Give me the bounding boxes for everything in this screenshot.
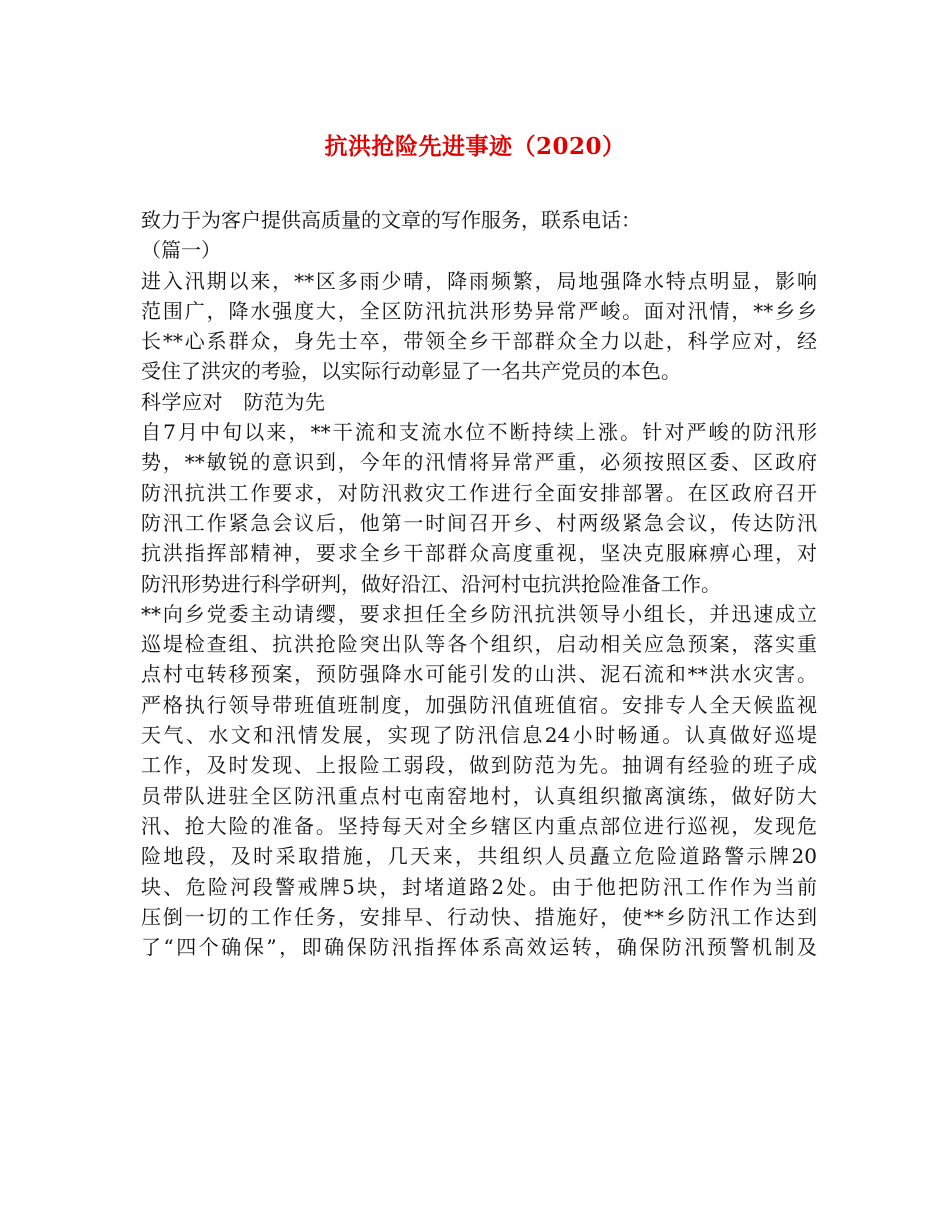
text-line: 了“四个确保”，即确保防汛指挥体系高效运转，确保防汛预警机制及: [141, 935, 817, 960]
text-line: 员带队进驻全区防汛重点村屯南窑地村，认真组织撤离演练，做好防大: [141, 783, 817, 808]
section-heading: 科学应对 防范为先: [141, 389, 326, 414]
text-line: （篇一）: [141, 238, 221, 263]
text-line: 受住了洪灾的考验，以实际行动彰显了一名共产党员的本色。: [141, 359, 681, 384]
text-line: 范围广，降水强度大，全区防汛抗洪形势异常严峻。面对汛情，**乡乡: [141, 298, 817, 323]
text-line: 天气、水文和汛情发展，实现了防汛信息24小时畅通。认真做好巡堤: [141, 723, 817, 748]
text-line: **向乡党委主动请缨，要求担任全乡防汛抗洪领导小组长，并迅速成立: [141, 601, 817, 626]
text-line: 进入汛期以来，**区多雨少晴，降雨频繁，局地强降水特点明显，影响: [141, 268, 817, 293]
text-line: 防汛工作紧急会议后，他第一时间召开乡、村两级紧急会议，传达防汛: [141, 510, 817, 535]
text-line: 自7月中旬以来，**干流和支流水位不断持续上涨。针对严峻的防汛形: [141, 420, 817, 445]
text-line: 工作，及时发现、上报险工弱段，做到防范为先。抽调有经验的班子成: [141, 753, 817, 778]
text-line: 块、危险河段警戒牌5块，封堵道路2处。由于他把防汛工作作为当前: [141, 874, 817, 899]
text-line: 长**心系群众，身先士卒，带领全乡干部群众全力以赴，科学应对，经: [141, 329, 817, 354]
text-line: 致力于为客户提供高质量的文章的写作服务，联系电话：: [141, 208, 641, 232]
document-title: 抗洪抢险先进事迹（2020）: [324, 133, 626, 160]
text-line: 巡堤检查组、抗洪抢险突出队等各个组织，启动相关应急预案，落实重: [141, 632, 817, 657]
text-line: 抗洪指挥部精神，要求全乡干部群众高度重视，坚决克服麻痹心理，对: [141, 541, 817, 566]
text-line: 险地段，及时采取措施，几天来，共组织人员矗立危险道路警示牌20: [141, 844, 817, 869]
text-line: 压倒一切的工作任务，安排早、行动快、措施好，使**乡防汛工作达到: [141, 904, 817, 929]
text-line: 防汛形势进行科学研判，做好沿江、沿河村屯抗洪抢险准备工作。: [141, 571, 721, 596]
document-body: [141, 205, 817, 962]
text-line: 点村屯转移预案，预防强降水可能引发的山洪、泥石流和**洪水灾害。: [141, 662, 817, 687]
text-line: 势，**敏锐的意识到，今年的汛情将异常严重，必须按照区委、区政府: [141, 450, 817, 475]
text-line: 汛、抢大险的准备。坚持每天对全乡辖区内重点部位进行巡视，发现危: [141, 813, 817, 838]
text-line: 严格执行领导带班值班制度，加强防汛值班值宿。安排专人全天候监视: [141, 692, 817, 717]
text-line: 防汛抗洪工作要求，对防汛救灾工作进行全面安排部署。在区政府召开: [141, 480, 817, 505]
